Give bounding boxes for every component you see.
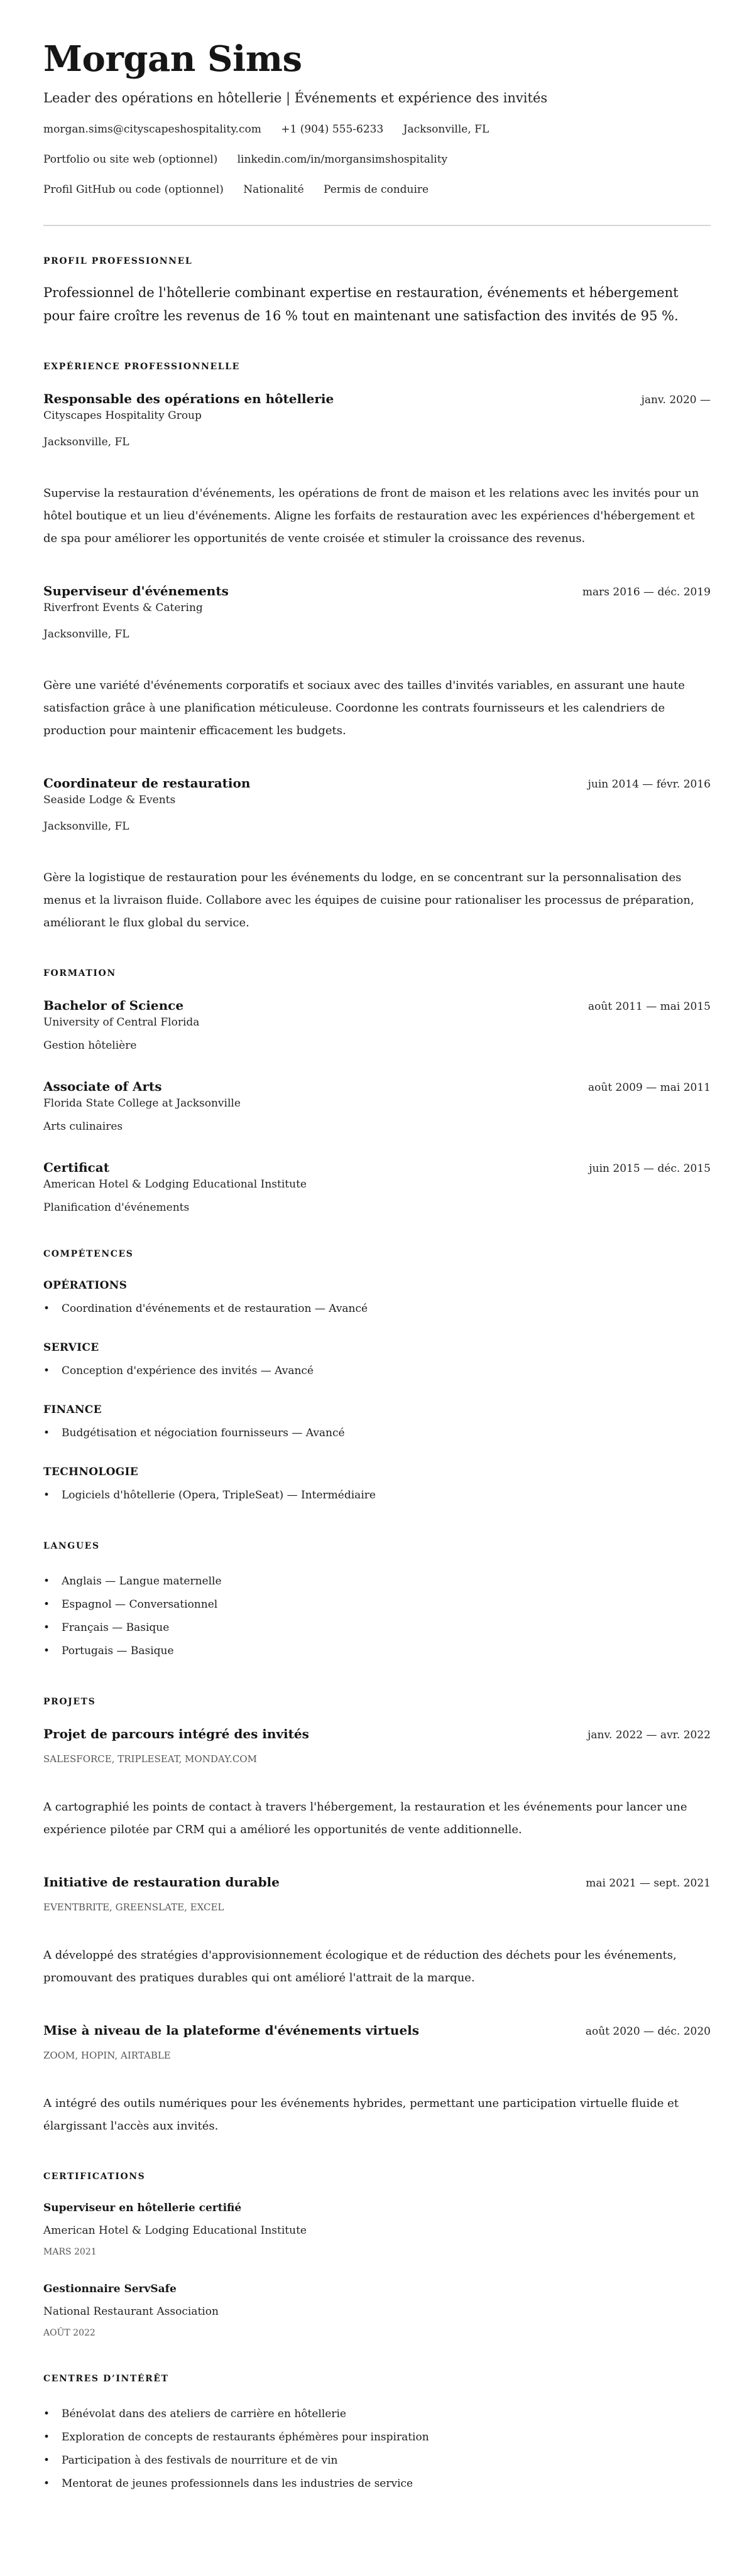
experience-entry — [43, 775, 711, 934]
certification-entry — [43, 2200, 711, 2259]
candidate-name: Morgan Sims — [43, 38, 302, 80]
company-name: Cityscapes Hospitality Group — [43, 409, 202, 422]
email-link[interactable]: morgan.sims@cityscapeshospitality.com — [43, 123, 261, 136]
skill-list — [43, 1484, 711, 1507]
project-title: Projet de parcours intégré des invités — [43, 1726, 309, 1741]
entry-header — [43, 1874, 711, 1891]
job-title: Responsable des opérations en hôtellerie — [43, 391, 334, 406]
project-dates: mai 2021 — sept. 2021 — [586, 1877, 711, 1890]
entry-header — [43, 1078, 711, 1096]
portfolio-link[interactable]: Portfolio ou site web (optionnel) — [43, 153, 218, 166]
section-title: COMPÉTENCES — [43, 1249, 134, 1259]
job-description: Gère une variété d'événements corporatifs et sociaux avec des tailles d'invités variables, en assurant une haute satisfaction grâce à une planification méticuleuse. Coordonne les contrats fournisseurs et les calendriers de production pour maintenir efficacement les budgets. — [43, 679, 685, 737]
interests-list — [43, 2403, 711, 2496]
skill-category: TECHNOLOGIE — [43, 1466, 139, 1478]
section-title: CENTRES D’INTÉRÊT — [43, 2374, 169, 2384]
field-of-study: Arts culinaires — [43, 1120, 123, 1133]
company-name: Riverfront Events & Catering — [43, 602, 203, 614]
headline: Leader des opérations en hôtellerie | Événements et expérience des invités — [43, 90, 548, 106]
project-entry — [43, 1874, 711, 1989]
education-entry — [43, 997, 711, 1053]
language-item: • Portugais — Basique — [43, 1640, 711, 1663]
project-title: Initiative de restauration durable — [43, 1875, 280, 1890]
interest-item: • Participation à des festivals de nourriture et de vin — [43, 2449, 711, 2472]
summary-text: Professionnel de l'hôtellerie combinant expertise en restauration, événements et hébergement pour faire croître les revenus de 16 % tout en maintenant une satisfaction des invités de 95 %. — [43, 285, 679, 323]
education-dates: juin 2015 — déc. 2015 — [589, 1162, 711, 1175]
skill-item: • Conception d'expérience des invités — Avancé — [43, 1360, 711, 1383]
entry-header — [43, 997, 711, 1015]
entry-header — [43, 775, 711, 793]
languages-list — [43, 1570, 711, 1663]
job-location: Jacksonville, FL — [43, 628, 129, 641]
degree-title: Certificat — [43, 1160, 109, 1175]
contact-row — [43, 152, 711, 167]
certification-date: AOÛT 2022 — [43, 2328, 96, 2338]
education-dates: août 2011 — mai 2015 — [588, 1000, 711, 1013]
skill-category: FINANCE — [43, 1404, 102, 1416]
section-title: EXPÉRIENCE PROFESSIONNELLE — [43, 362, 240, 372]
location: Jacksonville, FL — [403, 123, 489, 136]
project-tags: ZOOM, HOPIN, AIRTABLE — [43, 2050, 171, 2061]
entry-header — [43, 391, 711, 408]
projects-section — [43, 1696, 711, 2138]
linkedin-link[interactable]: linkedin.com/in/morgansimshospitality — [237, 153, 448, 166]
certification-issuer: National Restaurant Association — [43, 2305, 219, 2318]
github-link[interactable]: Profil GitHub ou code (optionnel) — [43, 183, 224, 196]
contact-row — [43, 122, 711, 137]
language-item: • Espagnol — Conversationnel — [43, 1593, 711, 1616]
certifications-section — [43, 2170, 711, 2340]
interests-section — [43, 2373, 711, 2496]
experience-entry — [43, 583, 711, 742]
job-title: Coordinateur de restauration — [43, 776, 251, 791]
summary-section — [43, 255, 711, 328]
skills-section — [43, 1248, 711, 1507]
job-dates: juin 2014 — févr. 2016 — [587, 778, 711, 791]
project-dates: janv. 2022 — avr. 2022 — [587, 1729, 711, 1741]
project-description: A développé des stratégies d'approvisionnement écologique et de réduction des déchets pour les événements, promouvant des pratiques durables qui ont amélioré l'attrait de la marque. — [43, 1949, 677, 1984]
languages-section — [43, 1540, 711, 1663]
certification-date: MARS 2021 — [43, 2247, 97, 2257]
project-title: Mise à niveau de la plateforme d'événements virtuels — [43, 2023, 420, 2038]
section-title: PROFIL PROFESSIONNEL — [43, 256, 193, 266]
certification-entry — [43, 2281, 711, 2340]
skill-category: SERVICE — [43, 1341, 99, 1354]
job-location: Jacksonville, FL — [43, 820, 129, 833]
job-description: Gère la logistique de restauration pour les événements du lodge, en se concentrant sur la personnalisation des menus et la livraison fluide. Collabore avec les équipes de cuisine pour rationaliser les processus de préparation, améliorant le flux global du service. — [43, 871, 694, 929]
entry-header — [43, 1159, 711, 1177]
skill-item: • Budgétisation et négociation fournisseurs — Avancé — [43, 1422, 711, 1445]
job-location: Jacksonville, FL — [43, 436, 129, 448]
resume-header — [43, 38, 711, 197]
entry-header — [43, 2022, 711, 2040]
job-dates: janv. 2020 — — [641, 394, 711, 406]
phone: +1 (904) 555-6233 — [281, 123, 384, 136]
project-description: A cartographié les points de contact à travers l'hébergement, la restauration et les événements pour lancer une expérience pilotée par CRM qui a amélioré les opportunités de vente additionnelle. — [43, 1800, 687, 1836]
project-tags: EVENTBRITE, GREENSLATE, EXCEL — [43, 1902, 224, 1913]
degree-title: Associate of Arts — [43, 1079, 162, 1094]
interest-item: • Bénévolat dans des ateliers de carrière en hôtellerie — [43, 2403, 711, 2426]
interest-item: • Exploration de concepts de restaurants éphémères pour inspiration — [43, 2426, 711, 2449]
project-tags: SALESFORCE, TRIPLESEAT, MONDAY.COM — [43, 1753, 257, 1765]
driving-license: Permis de conduire — [324, 183, 429, 196]
education-dates: août 2009 — mai 2011 — [588, 1081, 711, 1094]
education-entry — [43, 1159, 711, 1215]
section-title: PROJETS — [43, 1697, 96, 1707]
education-section — [43, 967, 711, 1215]
section-title: FORMATION — [43, 968, 116, 978]
section-title: LANGUES — [43, 1541, 100, 1551]
company-name: Seaside Lodge & Events — [43, 794, 176, 806]
certification-issuer: American Hotel & Lodging Educational Institute — [43, 2224, 307, 2237]
skill-category: OPÉRATIONS — [43, 1279, 128, 1292]
school-name: University of Central Florida — [43, 1016, 200, 1029]
experience-entry — [43, 391, 711, 550]
job-description: Supervise la restauration d'événements, les opérations de front de maison et les relations avec les invités pour un hôtel boutique et un lieu d'événements. Aligne les forfaits de restauration avec les expériences d'hébergement et de spa pour améliorer les opportunités de vente croisée et stimuler la croissance des revenus. — [43, 487, 699, 545]
experience-section — [43, 360, 711, 934]
entry-header — [43, 1726, 711, 1743]
project-dates: août 2020 — déc. 2020 — [585, 2025, 711, 2038]
language-item: • Français — Basique — [43, 1616, 711, 1640]
skill-item: • Logiciels d'hôtellerie (Opera, TripleSeat) — Intermédiaire — [43, 1484, 711, 1507]
skill-item: • Coordination d'événements et de restauration — Avancé — [43, 1297, 711, 1321]
degree-title: Bachelor of Science — [43, 998, 184, 1013]
section-title: CERTIFICATIONS — [43, 2172, 146, 2182]
field-of-study: Gestion hôtelière — [43, 1039, 137, 1052]
entry-header — [43, 583, 711, 600]
certification-name: Superviseur en hôtellerie certifié — [43, 2202, 242, 2214]
education-entry — [43, 1078, 711, 1134]
skill-list — [43, 1422, 711, 1445]
project-entry — [43, 1726, 711, 1841]
contact-row — [43, 182, 711, 197]
job-title: Superviseur d'événements — [43, 583, 229, 598]
skill-list — [43, 1297, 711, 1321]
project-description: A intégré des outils numériques pour les événements hybrides, permettant une participation virtuelle fluide et élargissant l'accès aux invités. — [43, 2097, 679, 2133]
project-entry — [43, 2022, 711, 2138]
job-dates: mars 2016 — déc. 2019 — [582, 586, 711, 598]
school-name: American Hotel & Lodging Educational Institute — [43, 1178, 307, 1191]
school-name: Florida State College at Jacksonville — [43, 1097, 241, 1110]
interest-item: • Mentorat de jeunes professionnels dans les industries de service — [43, 2472, 711, 2496]
header-divider — [43, 225, 711, 226]
language-item: • Anglais — Langue maternelle — [43, 1570, 711, 1593]
field-of-study: Planification d'événements — [43, 1201, 190, 1214]
certification-name: Gestionnaire ServSafe — [43, 2283, 177, 2295]
skill-list — [43, 1360, 711, 1383]
nationality: Nationalité — [243, 183, 304, 196]
